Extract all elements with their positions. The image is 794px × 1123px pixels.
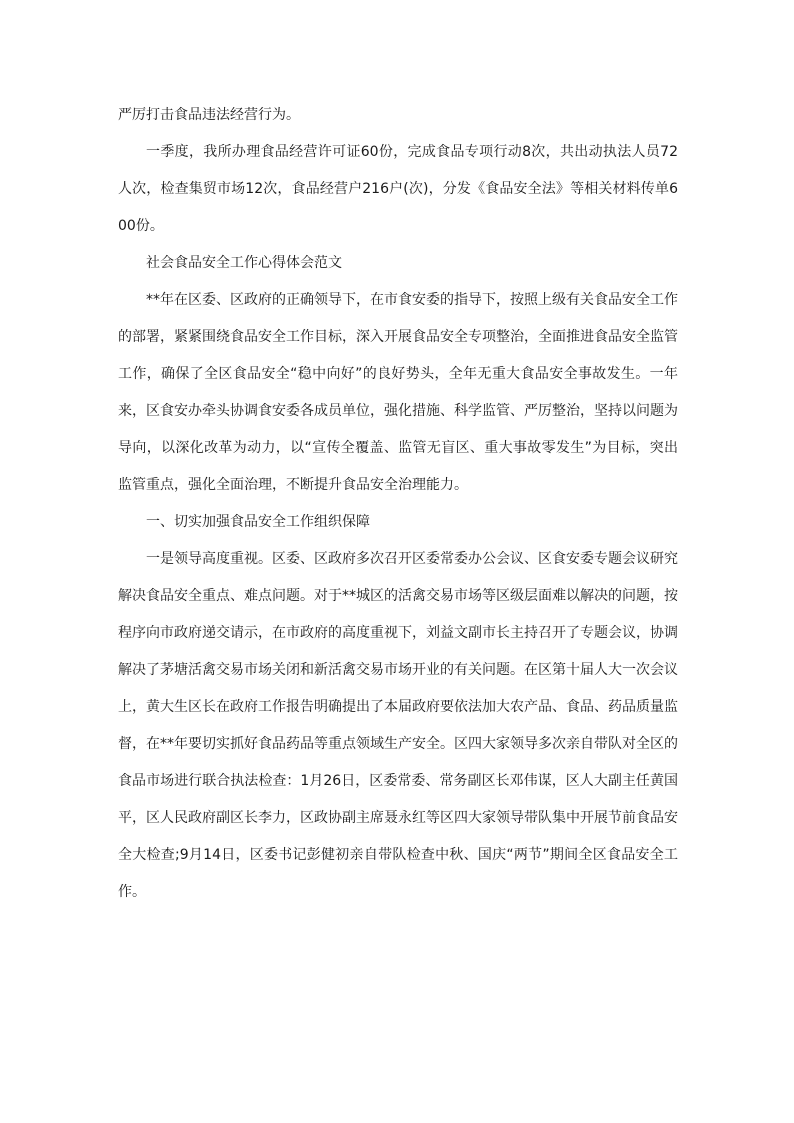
section-title: 社会食品安全工作心得体会范文 [146, 255, 342, 271]
paragraph-leadership: 一是领导高度重视。区委、区政府多次召开区委常委办公会议、区食安委专题会议研究解决食品安全重点、难点问题。对于**城区的活禽交易市场等区级层面难以解决的问题，按程序向市政府递交请示，在市政府的高度重视下，刘益文副市长主持召开了专题会议，协调解决了茅塘活禽交易市场关闭和新活禽交易市场开业的有关问题。在区第十届人大一次会议上，黄大生区长在政府工作报告明确提出了本届政府要依法加大农产品、食品、药品质量监督，在**年要切实抓好食品药品等重点领域生产安全。区四大家领导多次亲自带队对全区的食品市场进行联合执法检查：1月26日，区委常委、常务副区长邓伟谋，区人大副主任黄国平，区人民政府副区长李力，区政协副主席聂永红等区四大家领导带队集中开展节前食品安全大检查;9月14日，区委书记彭健初亲自带队检查中秋、国庆“两节”期间全区食品安全工作。 [118, 551, 678, 900]
document-body [118, 97, 678, 911]
paragraph-annual-overview: **年在区委、区政府的正确领导下，在市食安委的指导下，按照上级有关食品安全工作的部署，紧紧围绕食品安全工作目标，深入开展食品安全专项整治，全面推进食品安全监管工作，确保了全区食品安全“稳中向好”的良好势头，全年无重大食品安全事故发生。一年来，区食安办牵头协调食安委各成员单位，强化措施、科学监管、严厉整治，坚持以问题为导向，以深化改革为动力，以“宣传全覆盖、监管无盲区、重大事故零发生”为目标，突出监管重点，强化全面治理，不断提升食品安全治理能力。 [118, 292, 678, 493]
paragraph-quarter-summary: 一季度，我所办理食品经营许可证60份，完成食品专项行动8次，共出动执法人员72人次，检查集贸市场12次，食品经营户216户(次)，分发《食品安全法》等相关材料传单600份。 [118, 144, 678, 234]
paragraph-continuation: 严厉打击食品违法经营行为。 [118, 107, 300, 123]
section-heading-organization: 一、切实加强食品安全工作组织保障 [146, 514, 370, 530]
